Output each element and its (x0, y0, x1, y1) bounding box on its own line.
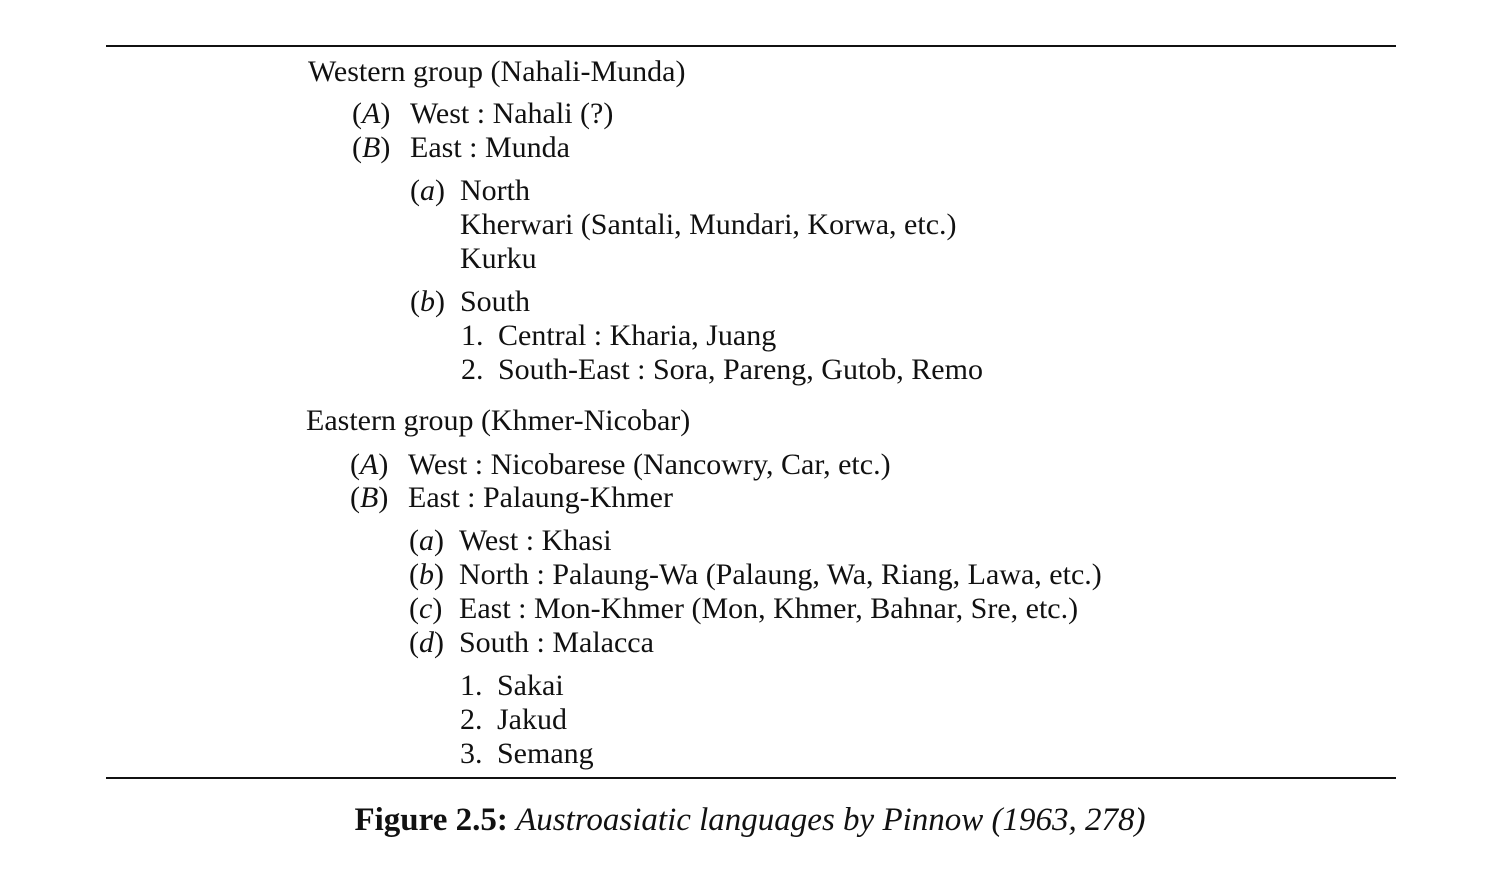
item-marker: (b) (409, 558, 444, 591)
eastern-group-heading: Eastern group (Khmer-Nicobar) (306, 404, 691, 437)
malacca-subgroup-semang: 3. Semang (460, 737, 594, 770)
figure-label: Figure 2.5: (354, 802, 508, 838)
item-text: West : Nicobarese (Nancowry, Car, etc.) (408, 448, 891, 481)
item-text: South (460, 285, 531, 318)
item-marker: (b) (410, 285, 445, 318)
western-west-item (352, 97, 613, 131)
north-language-kurku: Kurku (460, 242, 537, 275)
palaung-khmer-south-item (409, 626, 654, 660)
item-marker: (a) (410, 174, 445, 207)
item-text: West : Nahali (?) (410, 97, 614, 130)
item-text: East : Munda (410, 131, 570, 164)
eastern-east-item (350, 481, 673, 515)
item-text: South : Malacca (459, 626, 654, 659)
item-text: West : Khasi (459, 524, 612, 557)
munda-south-item (410, 285, 530, 319)
palaung-khmer-north-item (409, 558, 1102, 592)
north-language-kherwari: Kherwari (Santali, Mundari, Korwa, etc.) (460, 208, 957, 241)
western-group-heading: Western group (Nahali-Munda) (308, 55, 686, 88)
palaung-khmer-east-item (409, 592, 1078, 626)
palaung-khmer-west-item (409, 524, 612, 558)
malacca-subgroup-sakai: 1. Sakai (460, 669, 564, 702)
top-rule (106, 45, 1396, 47)
south-subgroup-south-east: 2. South-East : Sora, Pareng, Gutob, Remo (461, 353, 983, 386)
item-marker: (A) (350, 448, 389, 481)
bottom-rule (106, 777, 1396, 779)
figure-caption-text: Austroasiatic languages by Pinnow (1963, 278) (516, 802, 1146, 838)
item-text: East : Palaung-Khmer (408, 481, 673, 514)
munda-north-item (410, 174, 530, 208)
item-marker: (d) (409, 626, 444, 659)
item-marker: (B) (352, 131, 391, 164)
item-marker: (a) (409, 524, 444, 557)
eastern-west-item (350, 448, 891, 482)
item-text: East : Mon-Khmer (Mon, Khmer, Bahnar, Sre, etc.) (459, 592, 1079, 625)
malacca-subgroup-jakud: 2. Jakud (460, 703, 567, 736)
item-marker: (B) (350, 481, 389, 514)
item-text: North (460, 174, 530, 207)
item-marker: (c) (409, 592, 443, 625)
figure-caption (0, 800, 1500, 840)
item-text: North : Palaung-Wa (Palaung, Wa, Riang, Lawa, etc.) (459, 558, 1102, 591)
item-marker: (A) (352, 97, 391, 130)
western-east-item (352, 131, 570, 165)
south-subgroup-central: 1. Central : Kharia, Juang (461, 319, 777, 352)
